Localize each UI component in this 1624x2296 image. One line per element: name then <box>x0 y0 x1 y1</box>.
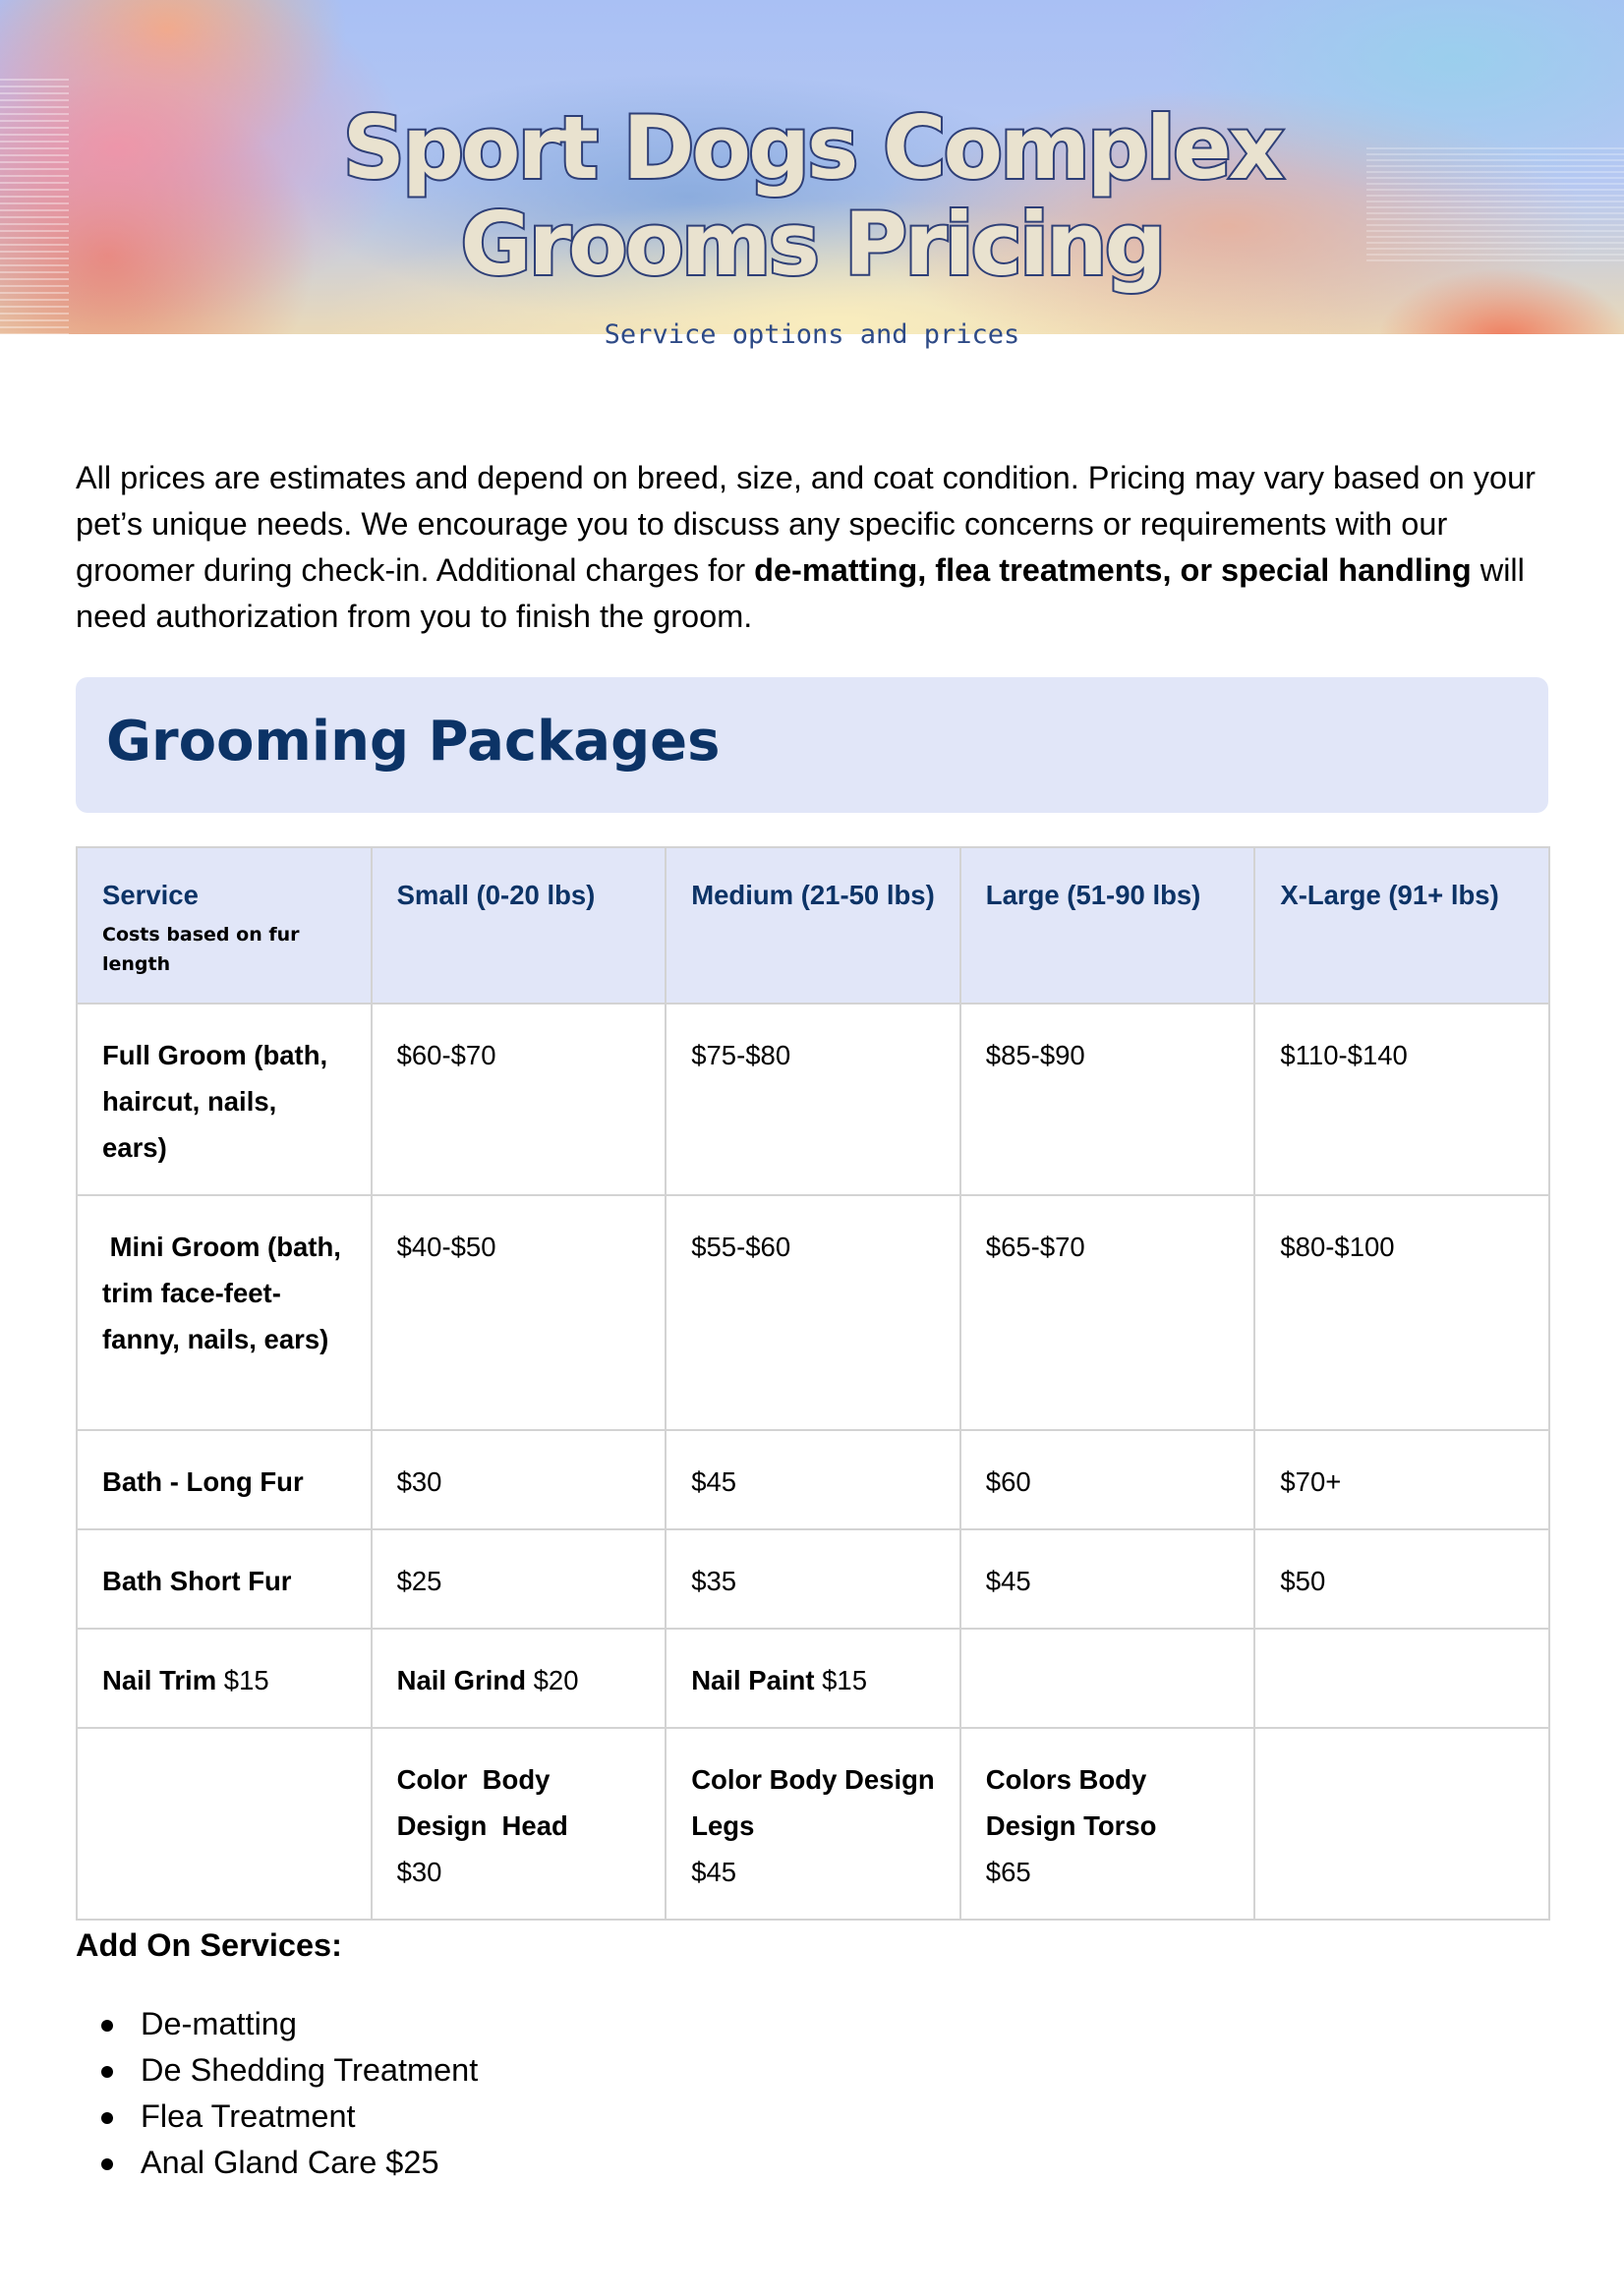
table-row-bath-short-fur <box>77 1529 1549 1629</box>
page-title-line-2: Grooms Pricing <box>460 194 1164 295</box>
empty-cell <box>1254 1629 1549 1728</box>
column-header-label: Service <box>102 880 199 910</box>
color-head-price: $30 <box>396 1857 442 1887</box>
intro-text-start: All prices are estimates and depend on breed, size, and coat condition. Pricing may vary based on your pet’s unique needs. We encourage you to discuss any specific concerns or requirements with our groomer during check-in. Additional charges for <box>76 460 1537 588</box>
color-legs-price: $45 <box>691 1857 737 1887</box>
nail-grind-cell <box>372 1629 667 1728</box>
table-row-bath-long-fur <box>77 1430 1549 1529</box>
service-cell <box>77 1004 372 1195</box>
nail-trim-label: Nail Trim <box>102 1665 217 1695</box>
price-cell-large: $60 <box>960 1430 1255 1529</box>
price-cell-large: $85-$90 <box>960 1004 1255 1195</box>
intro-paragraph <box>76 455 1550 640</box>
color-head-label: Color Body Design Head <box>396 1764 568 1841</box>
bullet-icon <box>101 2020 113 2032</box>
list-item <box>76 2047 478 2094</box>
price-cell-medium: $55-$60 <box>666 1195 960 1430</box>
addons-list <box>76 2001 478 2186</box>
price-cell-xlarge: $50 <box>1254 1529 1549 1629</box>
list-item <box>76 2094 478 2140</box>
addons-title: Add On Services: <box>76 1927 342 1963</box>
page-title-line-1: Sport Dogs Complex <box>342 97 1282 199</box>
nail-grind-label: Nail Grind <box>396 1665 526 1695</box>
service-cell <box>77 1195 372 1430</box>
price-cell-xlarge: $80-$100 <box>1254 1195 1549 1430</box>
addon-label: Anal Gland Care $25 <box>141 2145 439 2180</box>
service-name: Bath - Long Fur <box>102 1466 304 1497</box>
bullet-icon <box>101 2112 113 2124</box>
price-cell-xlarge: $110-$140 <box>1254 1004 1549 1195</box>
page-subtitle: Service options and prices <box>604 319 1020 350</box>
nail-paint-label: Nail Paint <box>691 1665 815 1695</box>
nail-grind-price: $20 <box>526 1665 579 1695</box>
column-header-note: Costs based on fur length <box>102 924 300 975</box>
service-name: Bath Short Fur <box>102 1566 292 1596</box>
column-header-large: Large (51-90 lbs) <box>960 847 1255 1004</box>
column-header-small: Small (0-20 lbs) <box>372 847 667 1004</box>
price-cell-small: $60-$70 <box>372 1004 667 1195</box>
table-row-color-design <box>77 1728 1549 1920</box>
table-row-full-groom <box>77 1004 1549 1195</box>
addon-label: Flea Treatment <box>141 2098 356 2134</box>
color-torso-cell <box>960 1728 1255 1920</box>
price-cell-medium: $75-$80 <box>666 1004 960 1195</box>
section-title: Grooming Packages <box>106 710 721 774</box>
color-torso-price: $65 <box>985 1857 1031 1887</box>
section-header <box>76 677 1548 813</box>
empty-cell <box>1254 1728 1549 1920</box>
column-header-xlarge: X-Large (91+ lbs) <box>1254 847 1549 1004</box>
nail-trim-price: $15 <box>216 1665 269 1695</box>
table-header-row <box>77 847 1549 1004</box>
service-cell <box>77 1529 372 1629</box>
addon-label: De Shedding Treatment <box>141 2052 479 2088</box>
page-title <box>0 97 1624 295</box>
price-cell-xlarge: $70+ <box>1254 1430 1549 1529</box>
list-item <box>76 2140 478 2186</box>
service-cell <box>77 1430 372 1529</box>
table-row-mini-groom <box>77 1195 1549 1430</box>
bullet-icon <box>101 2158 113 2170</box>
price-cell-medium: $45 <box>666 1430 960 1529</box>
empty-cell <box>77 1728 372 1920</box>
bullet-icon <box>101 2066 113 2078</box>
nail-paint-price: $15 <box>814 1665 868 1695</box>
price-cell-medium: $35 <box>666 1529 960 1629</box>
color-legs-label: Color Body Design Legs <box>691 1764 935 1841</box>
intro-bold-text: de-matting, flea treatments, or special handling <box>754 552 1472 588</box>
price-cell-small: $40-$50 <box>372 1195 667 1430</box>
nail-trim-cell <box>77 1629 372 1728</box>
table-row-nails <box>77 1629 1549 1728</box>
price-cell-small: $30 <box>372 1430 667 1529</box>
color-head-cell <box>372 1728 667 1920</box>
addon-label: De-matting <box>141 2006 297 2041</box>
color-legs-cell <box>666 1728 960 1920</box>
column-header-service <box>77 847 372 1004</box>
header-banner <box>0 0 1624 350</box>
empty-cell <box>960 1629 1255 1728</box>
price-cell-large: $45 <box>960 1529 1255 1629</box>
column-header-medium: Medium (21-50 lbs) <box>666 847 960 1004</box>
intro-text-end: will need authorization from you to finish the groom. <box>76 552 1525 634</box>
list-item <box>76 2001 478 2047</box>
price-cell-small: $25 <box>372 1529 667 1629</box>
service-name: Mini Groom (bath, trim face-feet-fanny, nails, ears) <box>102 1232 349 1354</box>
color-torso-label: Colors Body Design Torso <box>985 1764 1157 1841</box>
pricing-table <box>76 846 1550 1921</box>
service-name: Full Groom (bath, haircut, nails, ears) <box>102 1040 328 1163</box>
price-cell-large: $65-$70 <box>960 1195 1255 1430</box>
nail-paint-cell <box>666 1629 960 1728</box>
